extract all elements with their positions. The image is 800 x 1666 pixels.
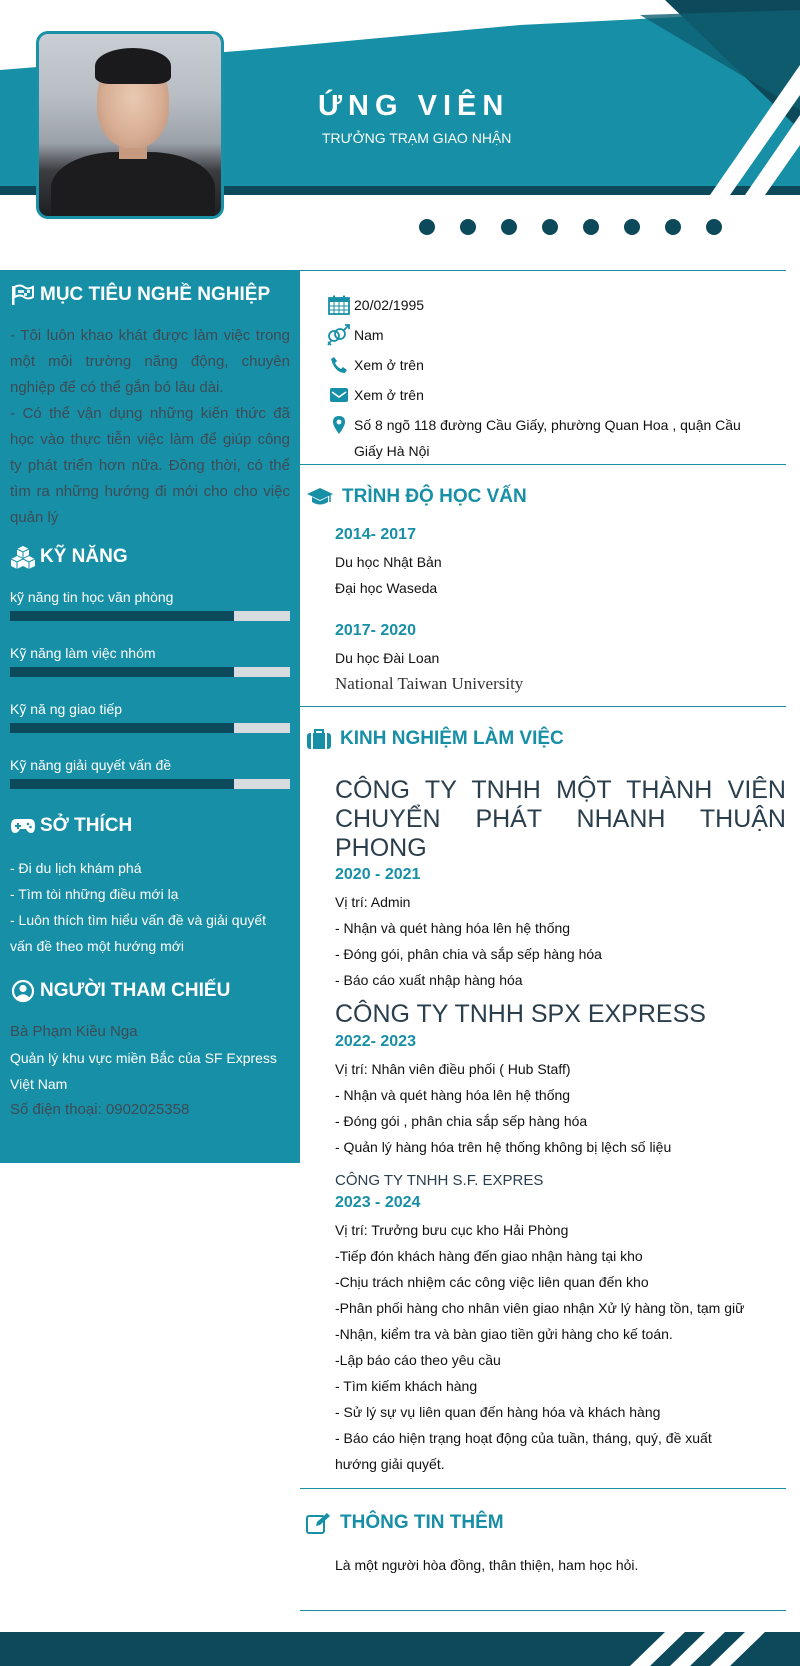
hobby-item: - Luôn thích tìm hiểu vấn đề và giải quyết vấn đề theo một hướng mới [10,912,267,954]
map-pin-icon [332,415,346,435]
objective-line: - Tôi luôn khao khát được làm việc trong một môi trường năng động, chuyên nghiệp để có thể gắn bó lâu dài. [10,327,290,396]
job-line: - Nhận và quét hàng hóa lên hệ thống [335,1087,571,1103]
candidate-name: ỨNG VIÊN [318,90,510,122]
gender-value: Nam [354,327,384,343]
skill-label: Kỹ năng giải quyết vấn đề [10,757,172,773]
objective-line: - Có thể vận dụng những kiến thức đã học vào thực tiễn việc làm để giúp công ty phát triển hơn nữa. Đồng thời, có thể tìm ra những hướng đi mới cho cho việc quản lý [10,405,290,526]
company-name: CÔNG TY TNHH MỘT THÀNH VIÊN CHUYỂN PHÁT NHANH THUẬN PHONG [335,776,786,862]
job-line: - Sử lý sự vụ liên quan đến hàng hóa và khách hàng [335,1404,661,1420]
reference-heading: NGƯỜI THAM CHIẾU [10,979,290,1003]
flag-icon [10,284,36,306]
skill-label: Kỹ năng làm việc nhóm [10,645,156,661]
education-years: 2014- 2017 [335,526,416,543]
phone-icon [330,356,348,374]
footer-bar [0,1632,800,1666]
divider [300,464,786,465]
reference-phone: Số điện thoại: 0902025358 [10,1101,190,1118]
gender-icon [326,324,352,346]
divider [300,1610,786,1611]
extra-info-text: Là một người hòa đồng, thân thiện, ham học hỏi. [335,1557,639,1573]
email-value: Xem ở trên [354,387,424,403]
education-line: Du học Đài Loan [335,650,440,666]
education-line: National Taiwan University [335,674,524,693]
job-line: -Lập báo cáo theo yêu cầu [335,1352,501,1368]
skill-bar [10,779,290,789]
job-line: - Nhận và quét hàng hóa lên hệ thống [335,920,571,936]
birthday-row [324,292,424,318]
job-line: -Phân phối hàng cho nhân viên giao nhận Xử lý hàng tồn, tạm giữ [335,1300,745,1316]
job-line: - Báo cáo xuất nhập hàng hóa [335,972,523,988]
briefcase-icon [306,728,332,750]
divider [300,1488,786,1489]
education-years: 2017- 2020 [335,622,416,639]
skill-item [10,699,290,733]
job-line: -Nhận, kiểm tra và bàn giao tiền gửi hàng cho kế toán. [335,1326,673,1342]
skills-heading: KỸ NĂNG [10,545,290,569]
phone-row [324,352,424,378]
user-circle-icon [10,979,36,1003]
job-line: -Tiếp đón khách hàng đến giao nhận hàng tại kho [335,1248,643,1264]
job-years: 2022- 2023 [335,1033,416,1050]
job-line: - Đóng gói , phân chia sắp sếp hàng hóa [335,1113,588,1129]
reference-role: Quản lý khu vực miền Bắc của SF Express Việt Nam [10,1050,277,1092]
divider [300,706,786,707]
company-name: CÔNG TY TNHH SPX EXPRESS [335,1000,706,1028]
objective-heading: MỤC TIÊU NGHỀ NGHIỆP [10,284,290,306]
gender-row [324,322,384,348]
objective-text [10,323,290,531]
hobbies-heading: SỞ THÍCH [10,815,290,837]
birthday-value: 20/02/1995 [354,297,425,313]
phone-value: Xem ở trên [354,357,424,373]
job-years: 2023 - 2024 [335,1194,421,1211]
company-name: CÔNG TY TNHH S.F. EXPRES [335,1172,544,1189]
job-line: - Quản lý hàng hóa trên hệ thống không bị lệch số liệu [335,1139,672,1155]
footer-stripes [0,1632,800,1666]
job-line: - Báo cáo hiện trạng hoạt động của tuần, tháng, quý, đề xuất [335,1430,712,1446]
reference-name: Bà Phạm Kiều Nga [10,1023,138,1040]
extra-info-heading: THÔNG TIN THÊM [306,1512,504,1534]
job-line: - Tìm kiếm khách hàng [335,1378,478,1394]
skill-item [10,643,290,677]
skill-label: kỹ năng tin học văn phòng [10,589,174,605]
job-title: TRƯỞNG TRẠM GIAO NHẬN [322,130,512,146]
job-line: Vị trí: Trưởng bưu cục kho Hải Phòng [335,1222,569,1238]
address-line: Số 8 ngõ 118 đường Cầu Giấy, phường Quan Hoa , quận Cầu [354,417,741,433]
skill-fill [10,611,234,621]
job-years: 2020 - 2021 [335,866,421,883]
education-line: Đại học Waseda [335,580,438,596]
calendar-icon [328,295,350,315]
hobby-item: - Đi du lịch khám phá [10,860,142,876]
experience-heading: KINH NGHIỆM LÀM VIỆC [306,728,564,750]
avatar [36,31,224,219]
skill-label: Kỹ nă ng giao tiếp [10,701,123,717]
graduation-cap-icon [306,487,334,507]
job-line: -Chịu trách nhiệm các công việc liên quan đến kho [335,1274,649,1290]
edit-icon [306,1512,332,1534]
skill-fill [10,723,234,733]
skill-fill [10,779,234,789]
job-line: Vị trí: Nhân viên điều phối ( Hub Staff) [335,1061,571,1077]
skill-bar [10,667,290,677]
skill-item [10,755,290,789]
skill-item [10,587,290,621]
envelope-icon [329,386,349,404]
decorative-dots [419,219,722,235]
job-line: Vị trí: Admin [335,894,411,910]
gamepad-icon [10,816,36,836]
address-row [324,412,741,464]
skill-bar [10,611,290,621]
hobby-item: - Tìm tòi những điều mới lạ [10,886,179,902]
email-row [324,382,424,408]
education-heading: TRÌNH ĐỘ HỌC VẤN [306,486,527,508]
job-line: - Đóng gói, phân chia và sắp sếp hàng hóa [335,946,602,962]
cubes-icon [10,545,36,569]
divider [300,270,786,271]
skill-bar [10,723,290,733]
left-sidebar [0,270,300,1163]
job-line: hướng giải quyết. [335,1456,445,1472]
skill-fill [10,667,234,677]
address-line: Giấy Hà Nội [354,443,430,459]
education-line: Du học Nhật Bản [335,554,442,570]
